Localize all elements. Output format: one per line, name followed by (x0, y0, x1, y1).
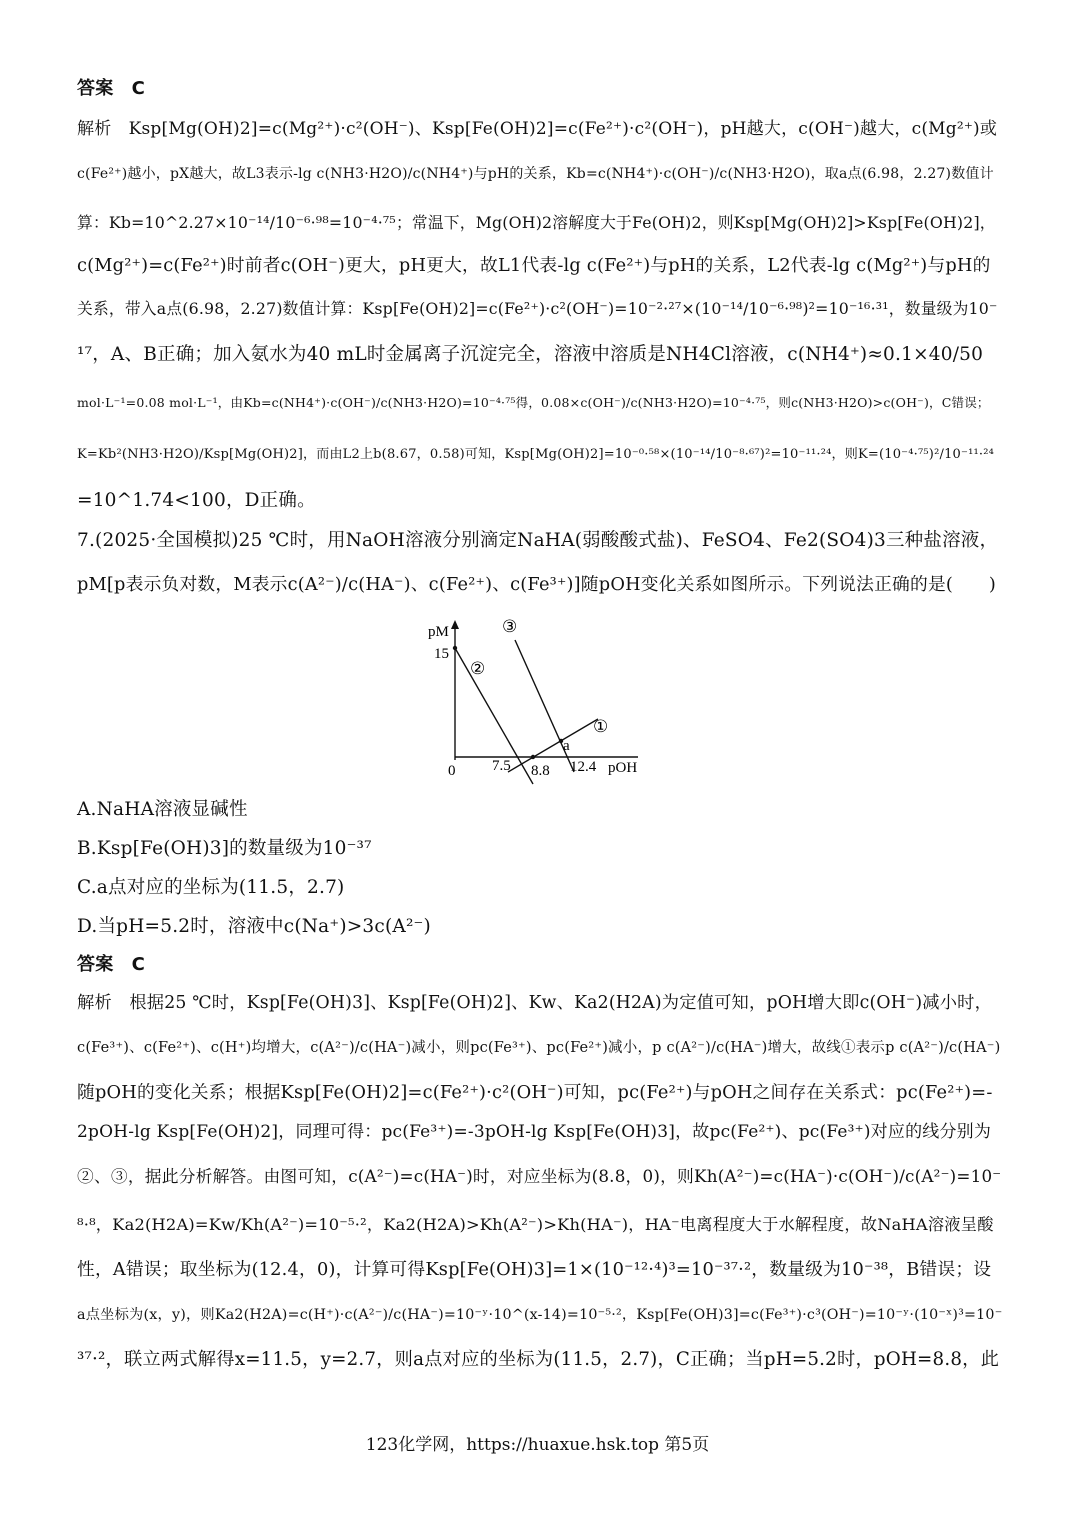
question-line-1: 7.(2025·全国模拟)25 ℃时，用NaOH溶液分别滴定NaHA(弱酸酸式盐)、FeSO4、Fe2(SO4)3三种盐溶液， (77, 530, 999, 551)
option-c: C.a点对应的坐标为(11.5，2.7) (77, 877, 345, 898)
analysis-2-line-5: ②、③，据此分析解答。由图可知，c(A²⁻)=c(HA⁻)时，对应坐标为(8.8，0)，则Kh(A²⁻)=c(HA⁻)·c(OH⁻)/c(A²⁻)=10⁻ (77, 1166, 1002, 1186)
origin-label: 0 (448, 763, 456, 779)
line-2-label: ② (470, 659, 486, 678)
analysis-2-line-2: c(Fe³⁺)、c(Fe²⁺)、c(H⁺)均增大，c(A²⁻)/c(HA⁻)减小，则pc(Fe³⁺)、pc(Fe²⁺)减小，p c(A²⁻)/c(HA⁻)增大，故线①表示p c(A²⁻)/c(HA⁻) (77, 1040, 1001, 1056)
analysis-1-line-5: 关系，带入a点(6.98，2.27)数值计算：Ksp[Fe(OH)2]=c(Fe²⁺)·c²(OH⁻)=10⁻²·²⁷×(10⁻¹⁴/10⁻⁶·⁹⁸)²=10⁻¹⁶·³¹，数量级为10⁻ (77, 299, 998, 318)
y-tick-label: 15 (434, 646, 449, 662)
analysis-1-line-8: K=Kb²(NH3·H2O)/Ksp[Mg(OH)2]，而由L2上b(8.67，0.58)可知，Ksp[Mg(OH)2]=10⁻⁰·⁵⁸×(10⁻¹⁴/10⁻⁸·⁶⁷)²=10⁻¹¹·²⁴，则K=(10⁻⁴·⁷⁵)²/10⁻¹¹·²⁴ (77, 447, 995, 462)
option-b: B.Ksp[Fe(OH)3]的数量级为10⁻³⁷ (77, 838, 372, 859)
analysis-2-line-6: ⁸·⁸，Ka2(H2A)=Kw/Kh(A²⁻)=10⁻⁵·²，Ka2(H2A)>Kh(A²⁻)>Kh(HA⁻)，HA⁻电离程度大于水解程度，故NaHA溶液呈酸 (77, 1215, 994, 1234)
line-3-label: ③ (502, 617, 518, 636)
y-intercept-dot (453, 646, 457, 650)
x-axis-label: pOH (608, 760, 638, 776)
analysis-1-line-4: c(Mg²⁺)=c(Fe²⁺)时前者c(OH⁻)更大，pH更大，故L1代表-lg c(Fe²⁺)与pH的关系，L2代表-lg c(Mg²⁺)与pH的 (77, 256, 991, 276)
x-tick-label-3: 12.4 (570, 759, 597, 775)
analysis-1-line-1: 解析 Ksp[Mg(OH)2]=c(Mg²⁺)·c²(OH⁻)、Ksp[Fe(OH)2]=c(Fe²⁺)·c²(OH⁻)，pH越大，c(OH⁻)越大，c(Mg²⁺)或 (77, 119, 998, 139)
y-axis-label: pM (428, 624, 449, 640)
analysis-1-line-9: =10^1.74<100，D正确。 (77, 490, 316, 511)
x-tick-label-1: 7.5 (492, 758, 511, 774)
analysis-1-line-6: ¹⁷，A、B正确；加入氨水为40 mL时金属离子沉淀完全，溶液中溶质是NH4Cl溶液，c(NH4⁺)≈0.1×40/50 (77, 344, 984, 365)
analysis-1-line-7: mol·L⁻¹=0.08 mol·L⁻¹，由Kb=c(NH4⁺)·c(OH⁻)/c(NH3·H2O)=10⁻⁴·⁷⁵得，0.08×c(OH⁻)/c(NH3·H2O)=10⁻⁴·⁷⁵，则c(NH3·H2O)>c(OH⁻)，C错误； (77, 395, 990, 410)
y-axis-arrow (451, 620, 459, 629)
answer-1: 答案 C (77, 78, 146, 99)
analysis-2-line-9: ³⁷·²，联立两式解得x=11.5，y=2.7，则a点对应的坐标为(11.5，2.7)，C正确；当pH=5.2时，pOH=8.8，此 (77, 1349, 1000, 1370)
analysis-2-line-4: 2pOH-lg Ksp[Fe(OH)2]，同理可得：pc(Fe³⁺)=-3pOH-lg Ksp[Fe(OH)3]，故pc(Fe²⁺)、pc(Fe³⁺)对应的线分别为 (77, 1122, 992, 1142)
analysis-1-line-3: 算：Kb=10^2.27×10⁻¹⁴/10⁻⁶·⁹⁸=10⁻⁴·⁷⁵；常温下，Mg(OH)2溶解度大于Fe(OH)2，则Ksp[Mg(OH)2]>Ksp[Fe(OH)2]， (77, 213, 996, 232)
point-a-label: a (563, 738, 570, 754)
analysis-2-line-1: 解析 根据25 ℃时，Ksp[Fe(OH)3]、Ksp[Fe(OH)2]、Kw、Ka2(H2A)为定值可知，pOH增大即c(OH⁻)减小时， (77, 993, 993, 1013)
line-1-label: ① (593, 717, 609, 736)
option-d: D.当pH=5.2时，溶液中c(Na⁺)>3c(A²⁻) (77, 916, 431, 937)
analysis-2-line-7: 性，A错误；取坐标为(12.4，0)，计算可得Ksp[Fe(OH)3]=1×(10⁻¹²·⁴)³=10⁻³⁷·²，数量级为10⁻³⁸，B错误；设 (77, 1260, 992, 1280)
answer-2: 答案 C (77, 954, 146, 975)
analysis-1-line-2: c(Fe²⁺)越小，pX越大，故L3表示-lg c(NH3·H2O)/c(NH4⁺)与pH的关系，Kb=c(NH4⁺)·c(OH⁻)/c(NH3·H2O)，取a点(6.98，2.27)数值计 (77, 166, 994, 182)
analysis-2-line-3: 随pOH的变化关系；根据Ksp[Fe(OH)2]=c(Fe²⁺)·c²(OH⁻)可知，pc(Fe²⁺)与pOH之间存在关系式：pc(Fe²⁺)=- (77, 1083, 993, 1103)
option-a: A.NaHA溶液显碱性 (77, 799, 248, 820)
pm-poh-graph (420, 612, 660, 792)
question-line-2: pM[p表示负对数，M表示c(A²⁻)/c(HA⁻)、c(Fe²⁺)、c(Fe³⁺)]随pOH变化关系如图所示。下列说法正确的是( ) (77, 575, 997, 595)
analysis-2-line-8: a点坐标为(x，y)，则Ka2(H2A)=c(H⁺)·c(A²⁻)/c(HA⁻)=10⁻ʸ·10^(x-14)=10⁻⁵·²，Ksp[Fe(OH)3]=c(Fe³⁺)·c³(OH⁻)=10⁻ʸ·(10⁻ˣ)³=10⁻ (77, 1307, 1003, 1323)
x-intercept-dot (531, 755, 535, 759)
page-footer: 123化学网，https://huaxue.hsk.top 第5页 (365, 1435, 710, 1455)
x-tick-label-2: 8.8 (531, 763, 550, 779)
